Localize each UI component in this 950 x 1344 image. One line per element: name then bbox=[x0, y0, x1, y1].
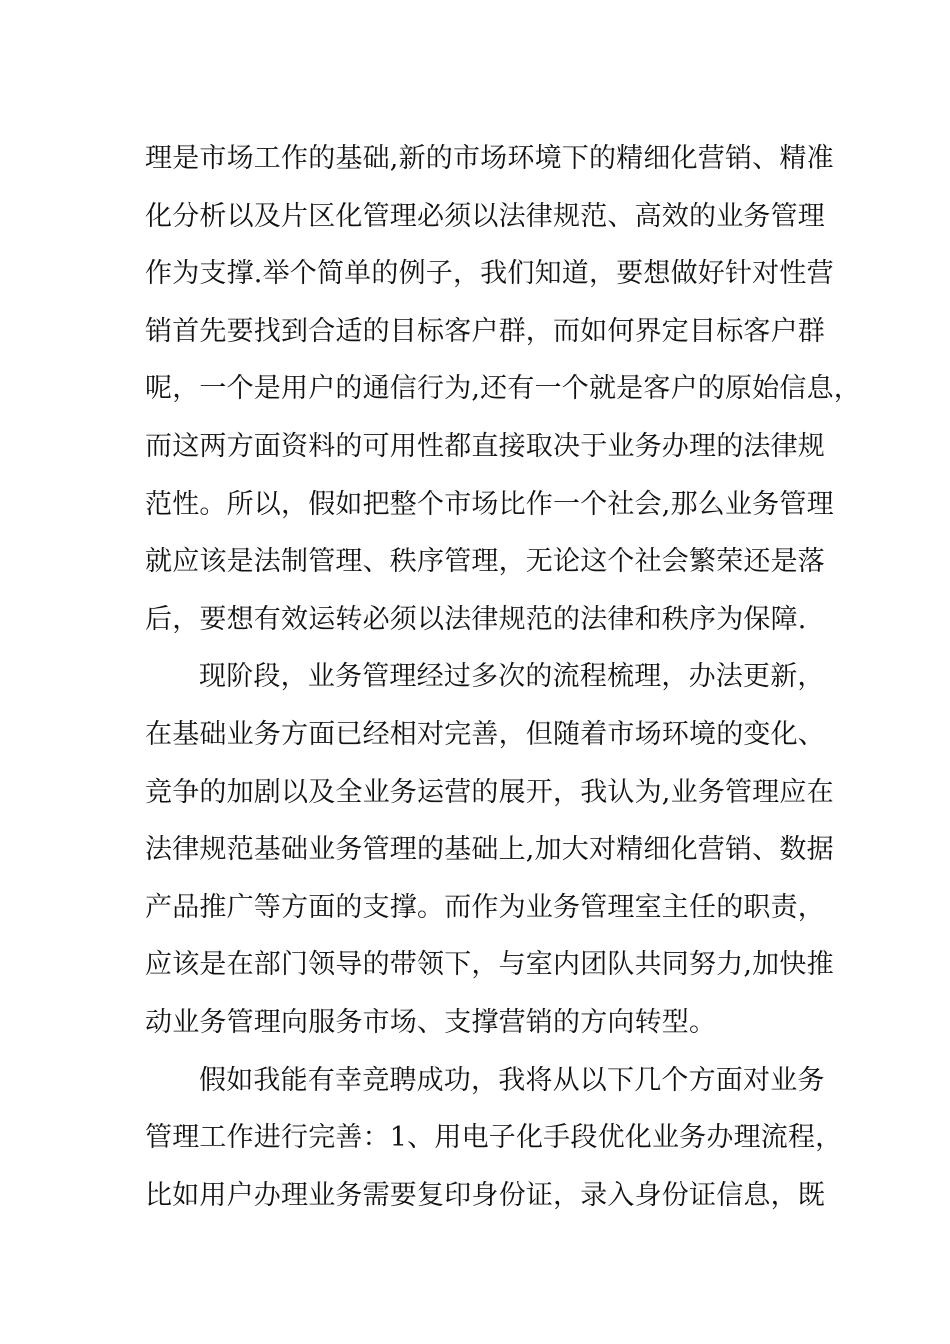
text-line: 动业务管理向服务市场、支撑营销的方向转型。 bbox=[145, 1006, 717, 1038]
text-line: 应该是在部门领导的带领下，与室内团队共同努力,加快推 bbox=[145, 949, 834, 981]
text-line: 在基础业务方面已经相对完善，但随着市场环境的变化、 bbox=[145, 718, 825, 750]
paragraph-start-line: 假如我能有幸竞聘成功，我将从以下几个方面对业务 bbox=[199, 1064, 825, 1096]
body-text bbox=[145, 130, 861, 1224]
text-line: 化分析以及片区化管理必须以法律规范、高效的业务管理 bbox=[145, 200, 825, 232]
text-line: 理是市场工作的基础,新的市场环境下的精细化营销、精准 bbox=[145, 143, 834, 174]
text-line: 呢，一个是用户的通信行为,还有一个就是客户的原始信息， bbox=[145, 373, 861, 405]
text-line: 销首先要找到合适的目标客户群，而如何界定目标客户群 bbox=[145, 315, 825, 347]
text-line: 而这两方面资料的可用性都直接取决于业务办理的法律规 bbox=[145, 430, 825, 462]
text-line: 竞争的加剧以及全业务运营的展开，我认为,业务管理应在 bbox=[145, 776, 834, 808]
paragraph-start-line: 现阶段，业务管理经过多次的流程梳理，办法更新， bbox=[199, 661, 825, 693]
text-line: 后，要想有效运转必须以法律规范的法律和秩序为保障. bbox=[145, 603, 807, 635]
text-line: 就应该是法制管理、秩序管理，无论这个社会繁荣还是落 bbox=[145, 546, 825, 578]
text-line: 作为支撑.举个简单的例子，我们知道，要想做好针对性营 bbox=[145, 258, 834, 290]
text-line: 法律规范基础业务管理的基础上,加大对精细化营销、数据 bbox=[145, 834, 834, 866]
text-line: 比如用户办理业务需要复印身份证，录入身份证信息，既 bbox=[145, 1179, 825, 1211]
text-line: 管理工作进行完善：1、用电子化手段优化业务办理流程， bbox=[145, 1122, 843, 1154]
text-line: 产品推广等方面的支撑。而作为业务管理室主任的职责， bbox=[145, 891, 825, 923]
text-line: 范性。所以，假如把整个市场比作一个社会,那么业务管理 bbox=[145, 488, 834, 520]
